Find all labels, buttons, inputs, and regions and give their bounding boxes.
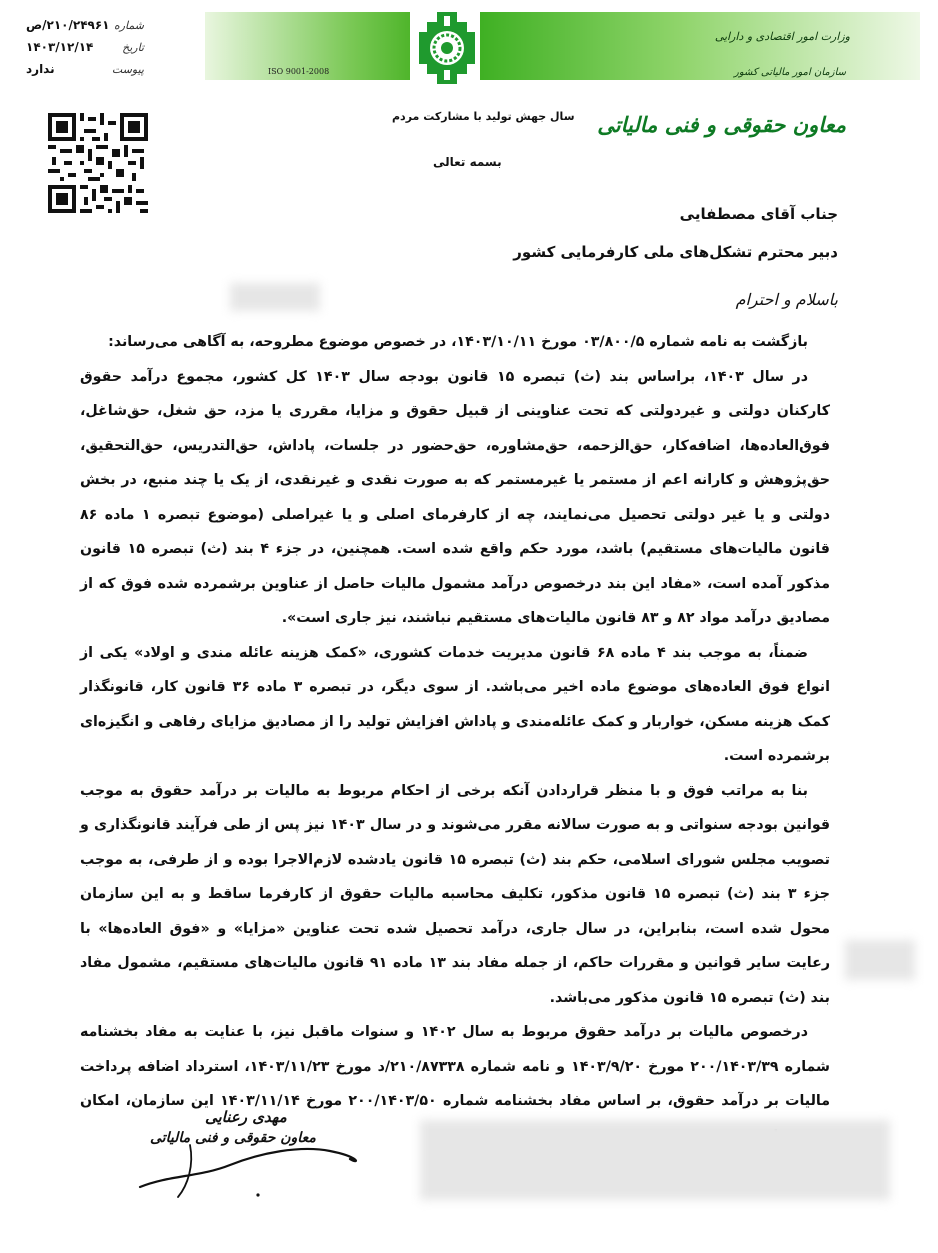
body-paragraph: بنا به مراتب فوق و با منظر قراردادن آنکه برخی از احکام مربوط به مالیات بر درآمد حقوق به موجب قوانین بودجه سنواتی و به صورت سالانه مقرر می‌شوند و در سال ۱۴۰۳ نیز پس از طی فرآیند قانونگذاری و تصویب مجلس شورای اسلامی، حکم بند (ث) تبصره ۱۵ قانون یادشده لازم‌الاجرا بوده و از طرفی، به موجب جزء ۳ بند (ث) تبصره ۱۵ قانون مذکور، تکلیف محاسبه مالیات حقوق از کارفرما ساقط و به این سازمان محول شده است، بنابراین، در سال جاری، درآمد تحصیل شده تحت عناوین «مزایا» و «فوق العاده‌ها» با رعایت سایر قوانین و مقررات حاکم، از جمله مفاد بند ۱۳ ماده ۹۱ قانون مالیات‌های مستقیم، مشمول مفاد بند (ث) تبصره ۱۵ قانون مذکور می‌باشد. bbox=[80, 782, 831, 1006]
number-label: شماره bbox=[113, 18, 144, 32]
body-paragraph: در سال ۱۴۰۳، براساس بند (ث) تبصره ۱۵ قانون بودجه سال ۱۴۰۳ کل کشور، مجموع درآمد حقوق کارکنان دولتی و غیردولتی که تحت عناوینی از قبیل حقوق و مزایا، مقرری یا مزد، حق شغل، حق‌شاغل، فوق‌العاده‌ها، اضافه‌کار، حق‌الزحمه، حق‌مشاوره، حق‌حضور در جلسات، پاداش، حق‌التدریس، حق‌التحقیق، حق‌پژوهش و کارانه اعم از مستمر یا غیرمستمر که به صورت نقدی و غیرنقدی، از یک یا چند منبع، در بخش دولتی و یا غیر دولتی تحصیل می‌نمایند، چه از کارفرمای اصلی و یا غیراصلی (موضوع تبصره ۱ ماده ۸۶ قانون مالیات‌های مستقیم) باشد، مورد حکم واقع شده است. همچنین، در جزء ۴ بند (ث) تبصره ۱۵ قانون مذکور آمده است، «مفاد این بند درخصوص درآمد مشمول مالیات حاصل از عناوین برشمرده شده فوق که از مصادیق درآمد مواد ۸۲ و ۸۳ قانون مالیات‌های مستقیم نباشند، نیز جاری است». bbox=[80, 368, 830, 626]
letter-date: ۱۴۰۳/۱۲/۱۴ bbox=[26, 40, 94, 54]
meta-number-row bbox=[26, 14, 144, 36]
body-paragraph: ضمناً، به موجب بند ۴ ماده ۶۸ قانون مدیریت خدمات کشوری، «کمک هزینه عائله مندی و اولاد» یکی از انواع فوق العاده‌های موضوع ماده اخیر می‌باشد. از سوی دیگر، در تبصره ۳ ماده ۳۶ قانون کار، قانونگذار کمک هزینه مسکن، خواربار و کمک عائله‌مندی و پاداش افزایش تولید را از مصادیق مزایای رفاهی و انگیزه‌ای برشمرده است. bbox=[80, 644, 830, 764]
letter-meta bbox=[26, 14, 144, 80]
signatory-name: مهدی رعنایی bbox=[205, 1108, 287, 1126]
redacted-area bbox=[845, 940, 915, 980]
year-slogan: سال جهش تولید با مشارکت مردم bbox=[392, 110, 575, 123]
body-paragraph: بازگشت به نامه شماره ۰۳/۸۰۰/۵ مورخ ۱۴۰۳/۱۰/۱۱، در خصوص موضوع مطروحه، به آگاهی می‌رساند: bbox=[108, 334, 808, 350]
qr-code-icon bbox=[48, 113, 148, 213]
letter-body bbox=[80, 325, 830, 1153]
letter-number: ۲۱۰/۲۴۹۶۱/ص bbox=[26, 18, 110, 32]
recipient-title: دبیر محترم تشکل‌های ملی کارفرمایی کشور bbox=[513, 243, 838, 261]
redacted-area bbox=[230, 283, 320, 311]
date-label: تاریخ bbox=[122, 40, 144, 54]
redacted-area bbox=[420, 1120, 890, 1200]
attachment-value: ندارد bbox=[26, 62, 55, 76]
attachment-label: پیوست bbox=[111, 62, 144, 76]
body-paragraph: درخصوص مالیات بر درآمد حقوق مربوط به سال ۱۴۰۲ و سنوات ماقبل نیز، با عنایت به مفاد بخشنامه شماره ۲۰۰/۱۴۰۳/۳۹ مورخ ۱۴۰۳/۹/۲۰ و نامه شماره ۲۱۰/۸۷۳۳۸/د مورخ ۱۴۰۳/۱۱/۲۳، استرداد اضافه پرداخت مالیات بر درآمد حقوق، بر اساس مفاد بخشنامه شماره ۲۰۰/۱۴۰۳/۵۰ مورخ ۱۴۰۳/۱۱/۱۴ این سازمان، امکان bbox=[80, 1024, 831, 1109]
recipient-name: جناب آقای مصطفایی bbox=[679, 205, 838, 223]
deputy-title: معاون حقوقی و فنی مالیاتی bbox=[597, 112, 846, 137]
organization-name: سازمان امور مالیاتی کشور bbox=[734, 67, 846, 78]
iso-label: ISO 9001-2008 bbox=[268, 67, 330, 76]
tax-organization-emblem-icon bbox=[415, 8, 479, 88]
handwritten-greeting: باسلام و احترام bbox=[735, 290, 838, 309]
header-band-right bbox=[480, 12, 920, 80]
signatory-title: معاون حقوقی و فنی مالیاتی bbox=[150, 1130, 316, 1146]
basmala: بسمه تعالی bbox=[433, 155, 502, 169]
signature-mark-icon bbox=[130, 1115, 370, 1205]
meta-attachment-row bbox=[26, 58, 144, 80]
meta-date-row bbox=[26, 36, 144, 58]
ministry-name: وزارت امور اقتصادی و دارایی bbox=[714, 30, 850, 43]
